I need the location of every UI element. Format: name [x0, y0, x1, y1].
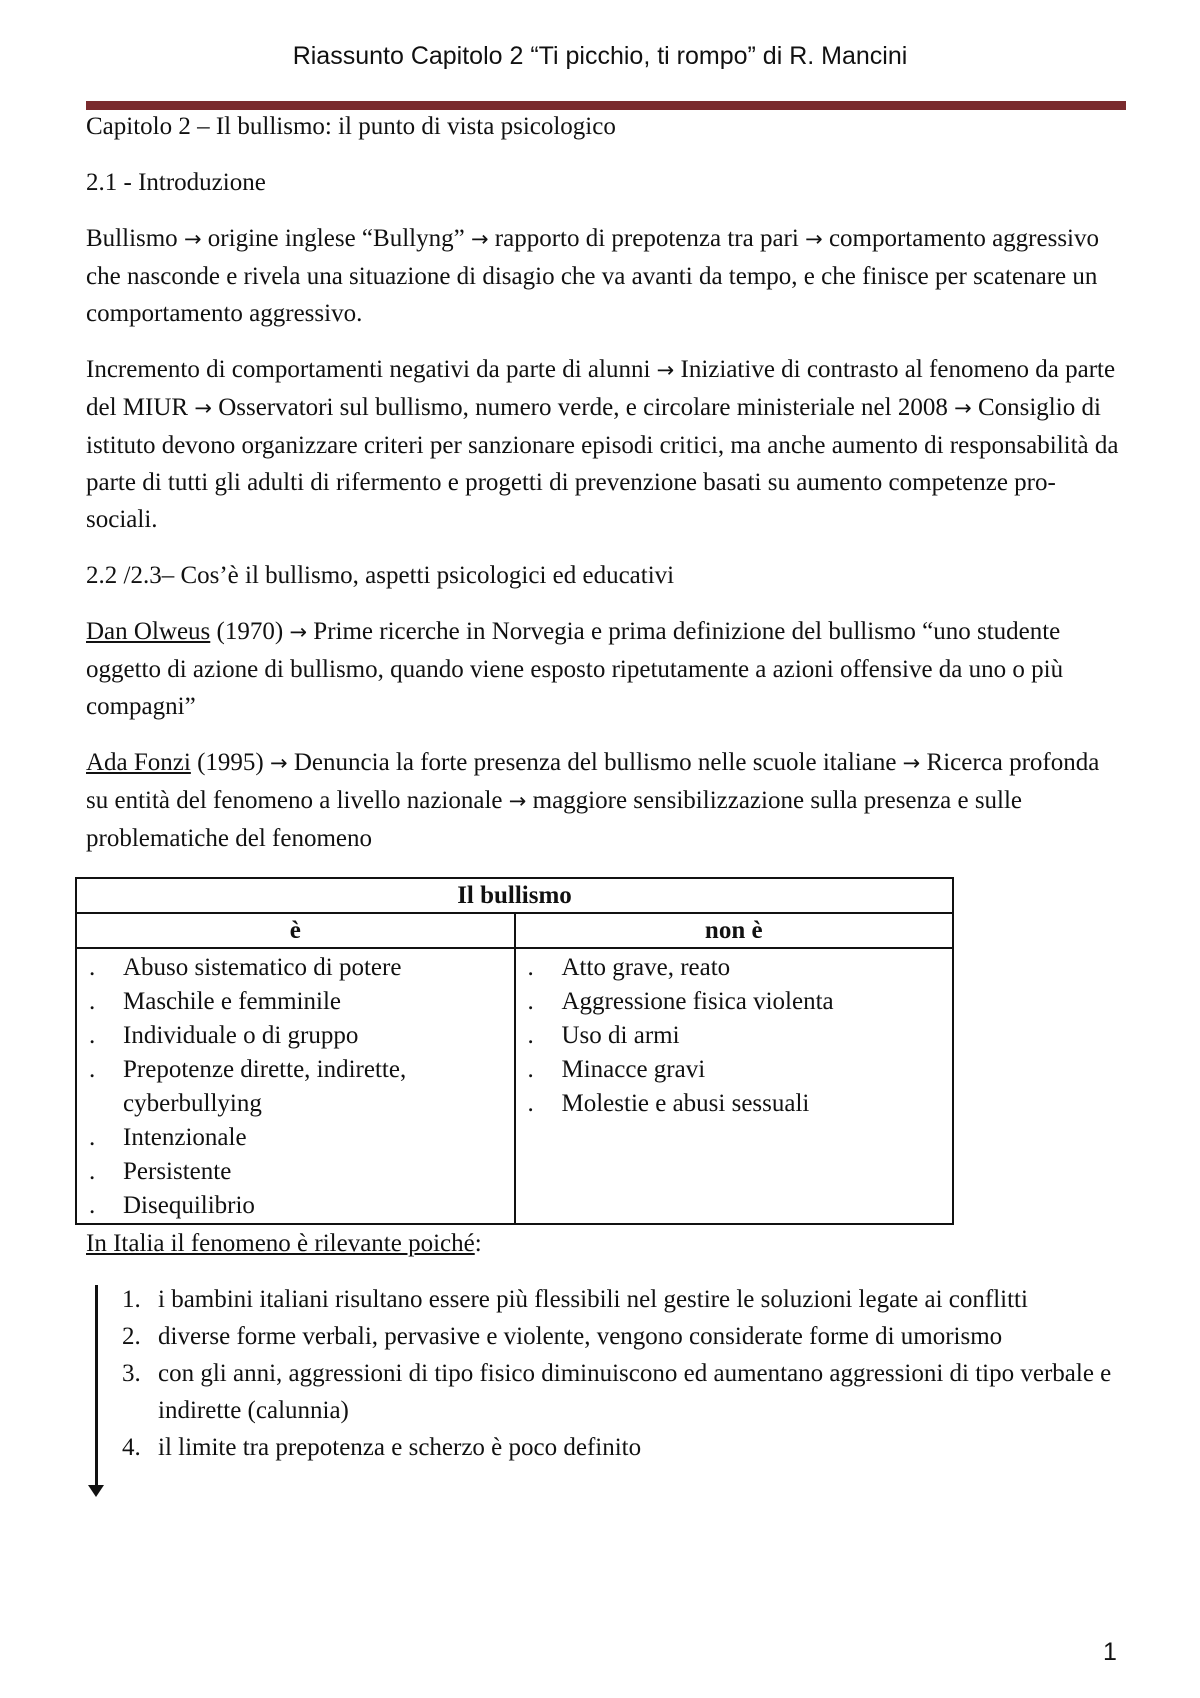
list-number: 2.: [122, 1323, 141, 1350]
list-number: 4.: [122, 1434, 141, 1461]
italy-colon: :: [474, 1230, 482, 1257]
paragraph-bullismo: [86, 220, 1126, 332]
column-is-cell: [76, 948, 515, 1224]
author-olweus: Dan Olweus: [86, 618, 211, 645]
arrow-right-icon: →: [289, 620, 308, 644]
column-is-not-cell: [515, 948, 954, 1224]
column-header-is-not: non è: [515, 913, 954, 948]
document-body: [86, 108, 1126, 1466]
list-item-text: diverse forme verbali, pervasive e violente, vengono considerate forme di umorismo: [158, 1323, 1003, 1350]
table-body-row: [76, 948, 953, 1224]
list-item: . Abuso sistematico di potere: [123, 951, 514, 985]
arrow-right-icon: →: [508, 789, 527, 813]
list-item-text: il limite tra prepotenza e scherzo è poco definito: [158, 1434, 642, 1461]
fonzi-text-2: Ricerca profonda su entità del fenomeno a livello nazionale: [86, 749, 1100, 814]
paragraph-olweus: [86, 613, 1126, 725]
arrow-right-icon: →: [270, 751, 288, 775]
list-item: [122, 1429, 1126, 1466]
list-item-text: con gli anni, aggressioni di tipo fisico diminuiscono ed aumentano aggressioni di tipo verbale e indirette (calunnia): [158, 1360, 1112, 1424]
is-not-list: [516, 951, 953, 1121]
para2-text-4: Consiglio di istituto devono organizzare criteri per sanzionare episodi critici, ma anche aumento di responsabilità da parte di tutti gli adulti di rifermento e progetti di prevenzione basati su aumento competenze pro-sociali.: [86, 394, 1119, 533]
list-item: . Minacce gravi: [562, 1053, 953, 1087]
italy-heading: [86, 1225, 1126, 1262]
para2-text-3: Osservatori sul bullismo, numero verde, e circolare ministeriale nel 2008: [211, 394, 955, 421]
table-title-row: [76, 878, 953, 913]
italy-title: In Italia il fenomeno è rilevante poiché: [86, 1230, 475, 1257]
paragraph-incremento: [86, 351, 1126, 538]
arrow-right-icon: →: [194, 396, 212, 420]
arrow-right-icon: →: [470, 227, 489, 251]
table-title: Il bullismo: [76, 878, 953, 913]
paragraph-fonzi: [86, 744, 1126, 857]
table-header-row: [76, 913, 953, 948]
arrow-right-icon: →: [656, 358, 675, 382]
author-fonzi: Ada Fonzi: [86, 749, 191, 776]
down-arrow-line: [95, 1285, 98, 1487]
para2-text-2: Iniziative di contrasto al fenomeno da parte del MIUR: [86, 356, 1116, 421]
column-header-is: è: [76, 913, 515, 948]
section-heading-bullismo: 2.2 /2.3– Cos’è il bullismo, aspetti psicologici ed educativi: [86, 562, 675, 589]
italy-list: [86, 1281, 1126, 1466]
chapter-title: Capitolo 2 – Il bullismo: il punto di vista psicologico: [86, 113, 616, 140]
para1-text-4: comportamento aggressivo che nasconde e rivela una situazione di disagio che va avanti da tempo, e che finisce per scatenare un comportamento aggressivo.: [86, 225, 1100, 327]
para1-text-1: Bullismo: [86, 225, 184, 252]
fonzi-text-3: maggiore sensibilizzazione sulla presenza e sulle problematiche del fenomeno: [86, 787, 1023, 852]
fonzi-text-1: Denuncia la forte presenza del bullismo nelle scuole italiane: [287, 749, 903, 776]
olweus-year: (1970): [210, 618, 290, 645]
arrow-right-icon: →: [183, 227, 202, 251]
arrow-right-icon: →: [902, 751, 921, 775]
list-item: . Individuale o di gruppo: [123, 1019, 514, 1053]
fonzi-year: (1995): [190, 749, 271, 776]
list-item-text: i bambini italiani risultano essere più flessibili nel gestire le soluzioni legate ai conflitti: [158, 1286, 1028, 1313]
page-header: Riassunto Capitolo 2 “Ti picchio, ti rompo” di R. Mancini: [292, 42, 908, 70]
olweus-text: Prime ricerche in Norvegia e prima definizione del bullismo “uno studente oggetto di azione di bullismo, quando viene esposto ripetutamente a azioni offensive da uno o più compagni”: [86, 618, 1064, 720]
arrow-right-icon: →: [805, 227, 823, 251]
para2-text-1: Incremento di comportamenti negativi da parte di alunni: [86, 356, 657, 383]
list-item: . Uso di armi: [562, 1019, 953, 1053]
list-item: [122, 1281, 1126, 1318]
page-number: 1: [1103, 1638, 1117, 1666]
italy-list-wrapper: [86, 1281, 1126, 1466]
list-item: . Persistente: [123, 1155, 514, 1189]
para1-text-2: origine inglese “Bullyng”: [201, 225, 471, 252]
list-item: . Aggressione fisica violenta: [562, 985, 953, 1019]
list-item: . Molestie e abusi sessuali: [562, 1087, 953, 1121]
bullismo-table: [75, 877, 954, 1225]
para1-text-3: rapporto di prepotenza tra pari: [488, 225, 806, 252]
list-item: . Prepotenze dirette, indirette, cyberbullying: [123, 1053, 514, 1121]
list-item: [122, 1318, 1126, 1355]
list-item: . Disequilibrio: [123, 1189, 514, 1223]
list-item: . Intenzionale: [123, 1121, 514, 1155]
list-number: 1.: [122, 1286, 141, 1313]
list-number: 3.: [122, 1360, 141, 1387]
list-item: . Atto grave, reato: [562, 951, 953, 985]
is-list: [77, 951, 514, 1223]
arrow-right-icon: →: [954, 396, 972, 420]
list-item: [122, 1355, 1126, 1429]
section-heading-intro: 2.1 - Introduzione: [86, 169, 266, 196]
list-item: . Maschile e femminile: [123, 985, 514, 1019]
arrow-down-icon: [88, 1485, 104, 1497]
